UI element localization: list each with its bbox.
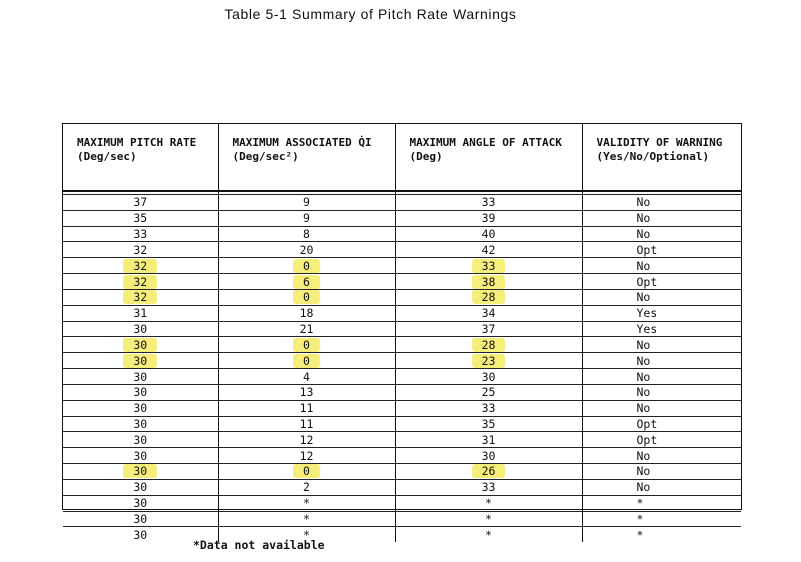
cell-validity-value: Opt	[636, 242, 658, 257]
cell-pitch-rate	[63, 448, 218, 464]
cell-angle-of-attack-value: 39	[481, 211, 496, 226]
cell-pitch-rate-value: 30	[123, 464, 157, 478]
cell-validity-value: No	[636, 258, 651, 273]
cell-angle-of-attack-value: 33	[472, 259, 506, 273]
data-table	[63, 124, 741, 542]
cell-pitch-rate-value: 30	[133, 496, 148, 511]
cell-angle-of-attack	[395, 258, 582, 274]
cell-angle-of-attack	[395, 511, 582, 527]
cell-pitch-rate-value: 30	[133, 527, 148, 542]
cell-associated-q	[218, 432, 395, 448]
cell-validity-value: No	[636, 337, 651, 352]
cell-validity	[582, 369, 741, 385]
cell-validity	[582, 464, 741, 480]
cell-pitch-rate	[63, 400, 218, 416]
table-row	[63, 527, 741, 542]
cell-associated-q	[218, 289, 395, 305]
cell-angle-of-attack-value: 34	[481, 306, 496, 321]
cell-validity	[582, 258, 741, 274]
cell-pitch-rate	[63, 305, 218, 321]
cell-validity-value: Yes	[636, 322, 658, 337]
cell-pitch-rate-value: 32	[123, 290, 157, 304]
cell-angle-of-attack	[395, 337, 582, 353]
table-row	[63, 432, 741, 448]
cell-validity-value: Opt	[636, 432, 658, 447]
cell-angle-of-attack-value: 30	[481, 448, 496, 463]
cell-associated-q-value: 11	[299, 417, 314, 431]
cell-pitch-rate-value: 30	[133, 385, 148, 400]
cell-pitch-rate-value: 32	[123, 259, 157, 273]
cell-angle-of-attack	[395, 400, 582, 416]
cell-pitch-rate	[63, 337, 218, 353]
col-header-line2: (Deg/sec)	[77, 150, 137, 163]
table-row	[63, 195, 741, 211]
cell-angle-of-attack	[395, 384, 582, 400]
cell-associated-q	[218, 495, 395, 511]
cell-angle-of-attack-value: 37	[481, 322, 496, 337]
cell-associated-q-value: 21	[299, 322, 314, 337]
table-row	[63, 384, 741, 400]
col-header-line1: MAXIMUM PITCH RATE	[77, 136, 197, 149]
cell-associated-q-value: 6	[293, 275, 320, 289]
cell-angle-of-attack-value: 33	[481, 480, 496, 495]
cell-angle-of-attack-value: *	[485, 496, 492, 511]
cell-pitch-rate	[63, 432, 218, 448]
cell-validity	[582, 400, 741, 416]
cell-pitch-rate	[63, 369, 218, 385]
cell-pitch-rate	[63, 464, 218, 480]
cell-validity	[582, 353, 741, 369]
cell-associated-q-value: 9	[303, 211, 310, 226]
cell-validity-value: *	[636, 496, 644, 511]
cell-validity-value: No	[636, 227, 651, 242]
cell-angle-of-attack	[395, 527, 582, 542]
cell-validity-value: No	[636, 353, 651, 368]
cell-validity	[582, 305, 741, 321]
table-body	[63, 191, 741, 542]
table-row	[63, 210, 741, 226]
cell-validity-value: No	[636, 401, 651, 416]
cell-angle-of-attack-value: 40	[481, 227, 496, 242]
table-row	[63, 226, 741, 242]
cell-angle-of-attack	[395, 305, 582, 321]
cell-angle-of-attack-value: 23	[472, 354, 506, 368]
cell-angle-of-attack-value: 26	[472, 464, 506, 478]
cell-associated-q	[218, 305, 395, 321]
table-row	[63, 495, 741, 511]
table-row	[63, 321, 741, 337]
cell-pitch-rate-value: 30	[133, 322, 148, 337]
cell-associated-q-value: 11	[299, 401, 314, 416]
cell-pitch-rate	[63, 321, 218, 337]
cell-pitch-rate	[63, 384, 218, 400]
cell-angle-of-attack-value: 35	[481, 417, 496, 431]
cell-pitch-rate-value: 30	[133, 432, 148, 447]
cell-validity	[582, 527, 741, 542]
cell-pitch-rate-value: 30	[123, 354, 157, 368]
cell-pitch-rate	[63, 258, 218, 274]
col-header-line2: (Deg/sec²)	[232, 150, 299, 163]
cell-pitch-rate-value: 30	[133, 480, 148, 495]
cell-associated-q	[218, 321, 395, 337]
cell-associated-q-value: 12	[299, 448, 314, 463]
cell-validity	[582, 511, 741, 527]
cell-angle-of-attack-value: 42	[481, 242, 496, 257]
cell-pitch-rate-value: 35	[133, 211, 148, 226]
cell-associated-q-value: 0	[293, 464, 320, 478]
cell-associated-q-value: 18	[299, 306, 314, 321]
cell-pitch-rate-value: 37	[133, 195, 148, 210]
cell-angle-of-attack-value: 28	[472, 290, 506, 304]
cell-associated-q-value: 0	[293, 338, 320, 352]
cell-pitch-rate-value: 33	[133, 227, 148, 242]
cell-pitch-rate-value: 30	[133, 369, 148, 384]
cell-associated-q	[218, 258, 395, 274]
col-header-pitch-rate	[63, 124, 218, 191]
cell-validity	[582, 274, 741, 290]
cell-pitch-rate-value: 30	[133, 448, 148, 463]
cell-validity	[582, 321, 741, 337]
cell-associated-q	[218, 242, 395, 258]
cell-angle-of-attack-value: 30	[481, 369, 496, 384]
cell-pitch-rate-value: 32	[123, 275, 157, 289]
cell-pitch-rate-value: 31	[133, 306, 148, 321]
cell-angle-of-attack-value: 31	[481, 432, 496, 447]
cell-angle-of-attack-value: *	[485, 511, 492, 526]
cell-pitch-rate-value: 30	[133, 511, 148, 526]
cell-associated-q-value: 12	[299, 432, 314, 447]
table-row	[63, 305, 741, 321]
table-row	[63, 289, 741, 305]
table-row	[63, 511, 741, 527]
table-row	[63, 479, 741, 495]
cell-validity-value: *	[636, 511, 644, 526]
cell-angle-of-attack	[395, 195, 582, 211]
table-row	[63, 258, 741, 274]
cell-validity	[582, 384, 741, 400]
cell-associated-q-value: 4	[303, 369, 310, 384]
cell-pitch-rate	[63, 479, 218, 495]
cell-angle-of-attack	[395, 495, 582, 511]
cell-angle-of-attack	[395, 448, 582, 464]
cell-validity	[582, 479, 741, 495]
table-row	[63, 400, 741, 416]
cell-associated-q-value: *	[303, 511, 310, 526]
cell-angle-of-attack	[395, 369, 582, 385]
cell-associated-q-value: 20	[299, 242, 314, 257]
cell-validity-value: No	[636, 464, 651, 479]
cell-angle-of-attack-value: 28	[472, 338, 506, 352]
cell-validity-value: Yes	[636, 306, 658, 321]
cell-pitch-rate	[63, 416, 218, 432]
table-row	[63, 416, 741, 432]
cell-associated-q-value: 9	[303, 195, 310, 210]
cell-associated-q	[218, 353, 395, 369]
cell-angle-of-attack	[395, 242, 582, 258]
cell-pitch-rate	[63, 511, 218, 527]
cell-angle-of-attack	[395, 353, 582, 369]
cell-angle-of-attack	[395, 464, 582, 480]
table-row	[63, 337, 741, 353]
cell-validity-value: No	[636, 211, 651, 226]
cell-angle-of-attack	[395, 479, 582, 495]
cell-pitch-rate	[63, 353, 218, 369]
cell-angle-of-attack	[395, 416, 582, 432]
cell-angle-of-attack-value: 38	[472, 275, 506, 289]
cell-validity	[582, 416, 741, 432]
cell-validity-value: No	[636, 290, 651, 305]
table-row	[63, 274, 741, 290]
pitch-rate-table	[62, 123, 742, 542]
cell-validity	[582, 448, 741, 464]
cell-pitch-rate	[63, 289, 218, 305]
table-row	[63, 464, 741, 480]
cell-angle-of-attack	[395, 321, 582, 337]
cell-angle-of-attack-value: 33	[481, 401, 496, 416]
cell-validity-value: No	[636, 369, 651, 384]
cell-associated-q	[218, 511, 395, 527]
col-header-line2: (Yes/No/Optional)	[596, 150, 710, 163]
cell-pitch-rate	[63, 495, 218, 511]
table-row	[63, 353, 741, 369]
cell-angle-of-attack	[395, 289, 582, 305]
table-row	[63, 242, 741, 258]
cell-associated-q	[218, 416, 395, 432]
col-header-line1: MAXIMUM ANGLE OF ATTACK	[409, 136, 562, 149]
cell-pitch-rate-value: 32	[133, 242, 148, 257]
cell-associated-q	[218, 479, 395, 495]
cell-associated-q	[218, 464, 395, 480]
cell-associated-q	[218, 369, 395, 385]
footnote: *Data not available	[193, 538, 325, 552]
cell-validity	[582, 432, 741, 448]
cell-associated-q	[218, 195, 395, 211]
col-header-validity	[582, 124, 741, 191]
cell-validity-value: No	[636, 480, 651, 495]
cell-validity-value: Opt	[636, 274, 658, 289]
cell-angle-of-attack-value: 33	[481, 195, 496, 210]
cell-validity-value: No	[636, 195, 651, 210]
cell-angle-of-attack	[395, 210, 582, 226]
table-row	[63, 448, 741, 464]
cell-validity	[582, 242, 741, 258]
col-header-line1: MAXIMUM ASSOCIATED Q̇I	[232, 136, 372, 149]
cell-associated-q	[218, 274, 395, 290]
cell-angle-of-attack	[395, 432, 582, 448]
col-header-line1: VALIDITY OF WARNING	[596, 136, 723, 149]
cell-associated-q	[218, 400, 395, 416]
cell-associated-q-value: 0	[293, 259, 320, 273]
cell-validity	[582, 337, 741, 353]
cell-validity	[582, 195, 741, 211]
cell-angle-of-attack-value: *	[485, 527, 492, 542]
cell-associated-q	[218, 226, 395, 242]
cell-associated-q	[218, 337, 395, 353]
header-row	[63, 124, 741, 191]
cell-validity-value: No	[636, 385, 651, 400]
cell-pitch-rate-value: 30	[133, 417, 148, 431]
cell-validity-value: *	[636, 527, 644, 542]
cell-pitch-rate	[63, 226, 218, 242]
cell-associated-q-value: 2	[303, 480, 310, 495]
cell-associated-q	[218, 384, 395, 400]
cell-pitch-rate	[63, 195, 218, 211]
cell-angle-of-attack-value: 25	[481, 385, 496, 400]
table-caption: Table 5-1 Summary of Pitch Rate Warnings	[224, 6, 517, 22]
cell-validity-value: No	[636, 448, 651, 463]
cell-pitch-rate-value: 30	[133, 401, 148, 416]
cell-pitch-rate	[63, 242, 218, 258]
cell-validity	[582, 210, 741, 226]
cell-associated-q-value: 8	[303, 227, 310, 242]
cell-associated-q	[218, 210, 395, 226]
cell-angle-of-attack	[395, 274, 582, 290]
cell-validity	[582, 495, 741, 511]
table-row	[63, 369, 741, 385]
cell-associated-q-value: 0	[293, 354, 320, 368]
cell-pitch-rate-value: 30	[123, 338, 157, 352]
cell-pitch-rate	[63, 210, 218, 226]
cell-associated-q-value: *	[303, 496, 310, 511]
col-header-line2: (Deg)	[409, 150, 443, 163]
cell-validity	[582, 226, 741, 242]
cell-pitch-rate	[63, 274, 218, 290]
cell-associated-q	[218, 448, 395, 464]
cell-associated-q-value: 13	[299, 385, 314, 400]
cell-associated-q-value: *	[303, 527, 310, 542]
cell-angle-of-attack	[395, 226, 582, 242]
cell-associated-q-value: 0	[293, 290, 320, 304]
cell-validity-value: Opt	[636, 417, 658, 431]
col-header-associated-q	[218, 124, 395, 191]
cell-validity	[582, 289, 741, 305]
col-header-angle-of-attack	[395, 124, 582, 191]
